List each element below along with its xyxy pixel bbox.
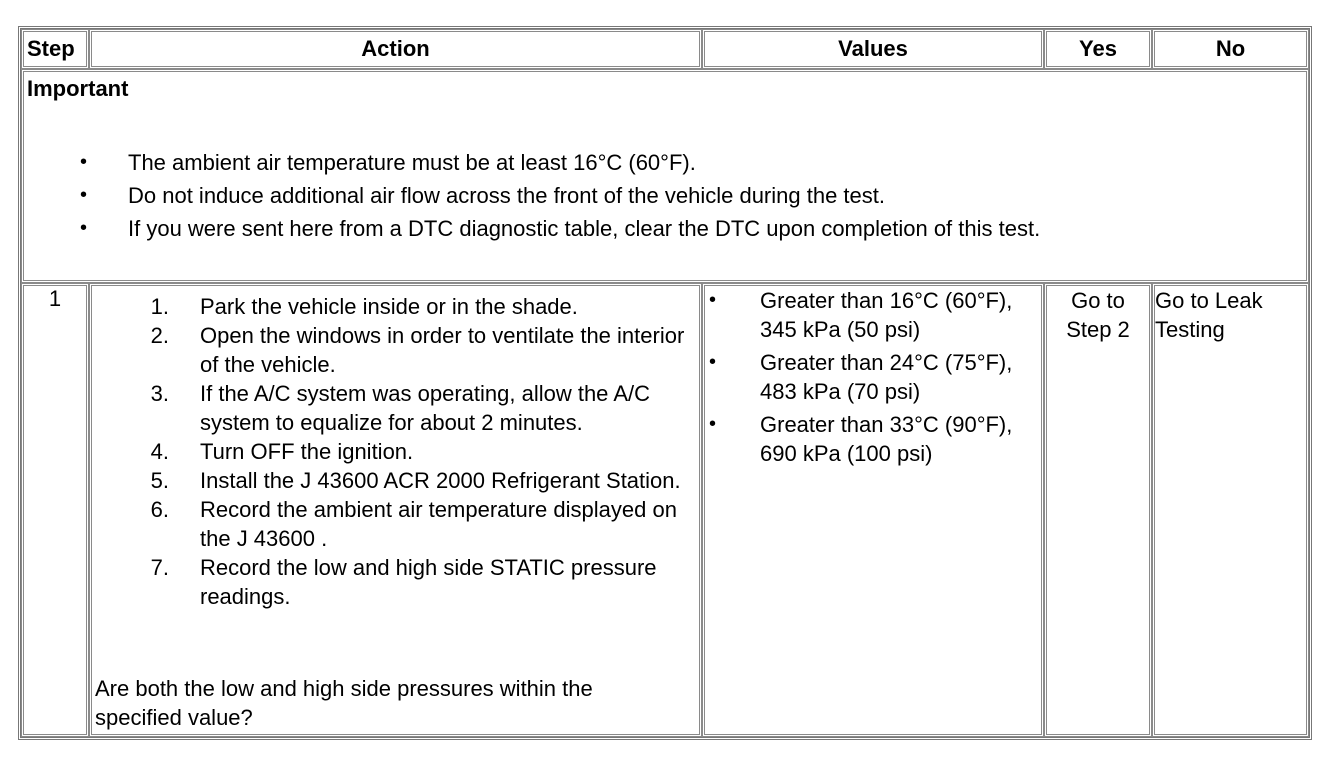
action-step <box>92 553 699 611</box>
action-cell <box>89 283 702 737</box>
header-no: No <box>1152 29 1309 69</box>
action-step-number: 7. <box>150 555 169 580</box>
header-step: Step <box>21 29 89 69</box>
action-step-number: 2. <box>150 323 169 348</box>
step-number: 1 <box>21 283 89 737</box>
important-bullet: • If you were sent here from a DTC diagnostic table, clear the DTC upon completion of this test. <box>24 212 1306 245</box>
action-step-text: Install the J 43600 ACR 2000 Refrigerant Station. <box>200 468 681 493</box>
action-step-text: If the A/C system was operating, allow the A/C system to equalize for about 2 minutes. <box>200 381 650 435</box>
action-step-number: 5. <box>150 468 169 493</box>
action-step <box>92 321 699 379</box>
action-step-number: 6. <box>150 497 169 522</box>
action-step-number: 4. <box>150 439 169 464</box>
action-step-text: Turn OFF the ignition. <box>200 439 414 464</box>
important-row <box>21 69 1309 283</box>
action-step <box>92 495 699 553</box>
action-step-text: Record the low and high side STATIC pressure readings. <box>200 555 657 609</box>
important-bullet: • Do not induce additional air flow across the front of the vehicle during the test. <box>24 179 1306 212</box>
action-step-text: Park the vehicle inside or in the shade. <box>200 294 578 319</box>
important-list <box>24 146 1306 245</box>
value-item: • Greater than 33°C (90°F), 690 kPa (100 psi) <box>705 410 1041 468</box>
header-yes: Yes <box>1044 29 1152 69</box>
action-step-number: 1. <box>150 294 169 319</box>
action-step <box>92 437 699 466</box>
action-steps <box>92 292 699 611</box>
action-step-text: Record the ambient air temperature displayed on the J 43600 . <box>200 497 677 551</box>
header-values: Values <box>702 29 1044 69</box>
important-title: Important <box>27 76 129 101</box>
values-cell <box>702 283 1044 737</box>
important-bullet: • The ambient air temperature must be at least 16°C (60°F). <box>24 146 1306 179</box>
values-list <box>705 286 1041 512</box>
action-step <box>92 292 699 321</box>
yes-link[interactable]: Go to Step 2 <box>1044 283 1152 737</box>
action-question: Are both the low and high side pressures within the specified value? <box>95 676 593 730</box>
action-step <box>92 466 699 495</box>
header-row <box>21 29 1309 69</box>
important-cell <box>21 69 1309 283</box>
value-item: • Greater than 24°C (75°F), 483 kPa (70 psi) <box>705 348 1041 406</box>
action-step <box>92 379 699 437</box>
step-row <box>21 283 1309 737</box>
action-step-text: Open the windows in order to ventilate the interior of the vehicle. <box>200 323 685 377</box>
value-item: • Greater than 16°C (60°F), 345 kPa (50 psi) <box>705 286 1041 344</box>
no-link[interactable]: Go to Leak Testing <box>1152 283 1309 737</box>
header-action: Action <box>89 29 702 69</box>
diagnostic-table <box>18 26 1312 740</box>
action-step-number: 3. <box>150 381 169 406</box>
